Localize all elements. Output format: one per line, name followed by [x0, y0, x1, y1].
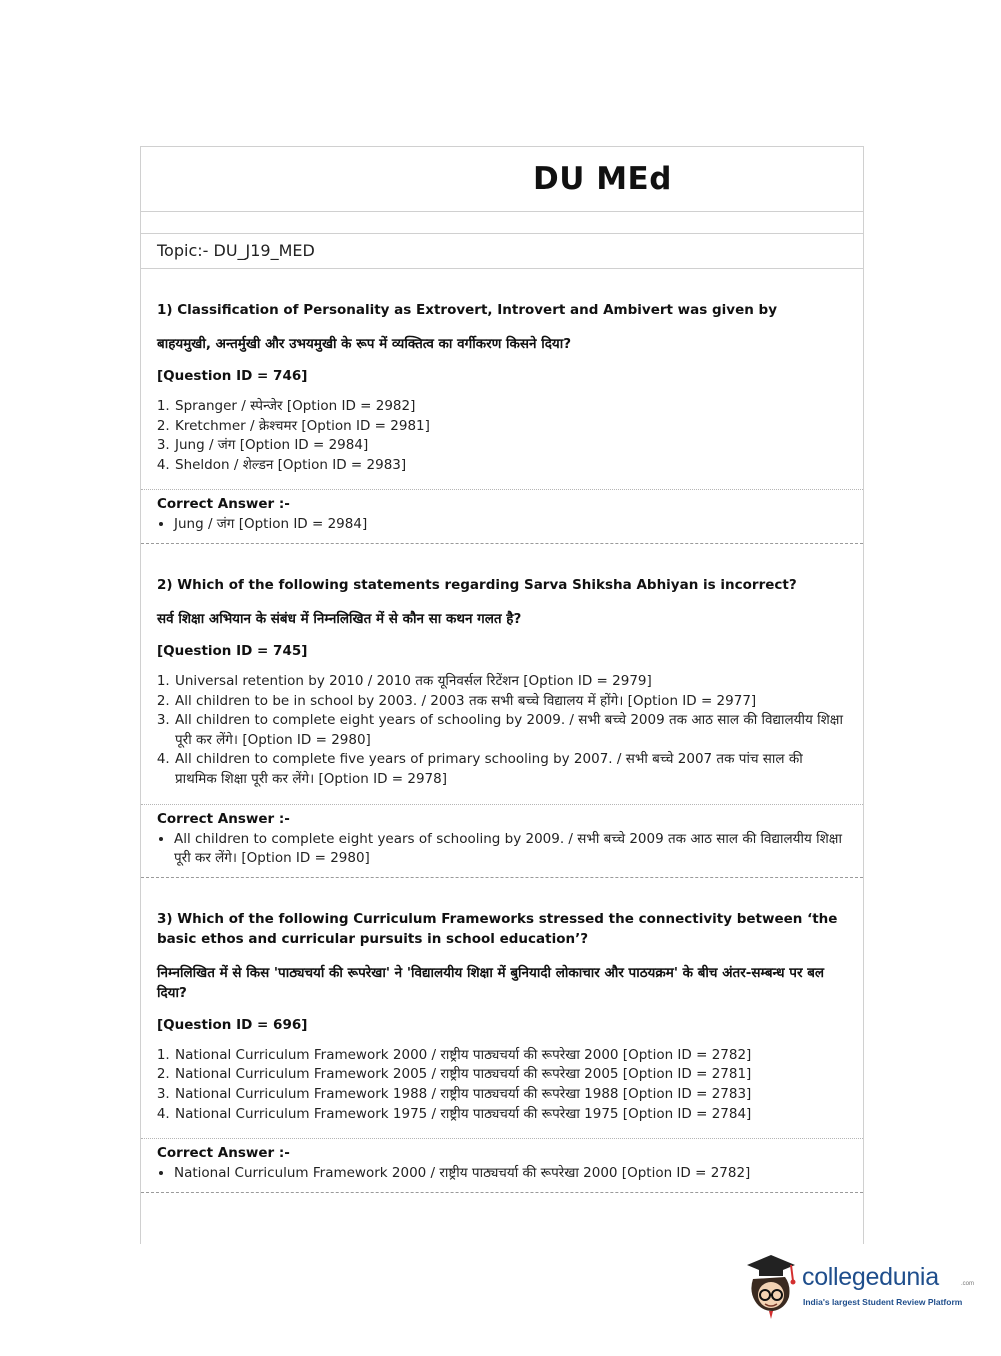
header-spacer [141, 212, 863, 234]
answer-box [141, 1138, 863, 1192]
option-item: 4. All children to complete five years of primary schooling by 2007. / सभी बच्चे 2007 तक पांच साल की प्राथमिक शिक्षा पूरी कर लेंगे। [Option ID = 2978] [174, 750, 847, 789]
option-item: 4. National Curriculum Framework 1975 / राष्ट्रीय पाठ्यचर्या की रूपरेखा 1975 [Option ID = 2784] [174, 1105, 847, 1125]
answer-label: Correct Answer :- [157, 496, 290, 513]
option-item: 2. National Curriculum Framework 2005 / राष्ट्रीय पाठ्यचर्या की रूपरेखा 2005 [Option ID = 2781] [174, 1065, 847, 1085]
question-text: 3) Which of the following Curriculum Frameworks stressed the connectivity between ‘the basic ethos and curricular pursuits in school education’? [157, 910, 838, 947]
option-list [157, 1046, 847, 1124]
question-text: 1) Classification of Personality as Extrovert, Introvert and Ambivert was given by [157, 302, 778, 318]
question-id: [Question ID = 746] [157, 368, 308, 384]
option-item: 1. Universal retention by 2010 / 2010 तक यूनिवर्सल रिटेंशन [Option ID = 2979] [174, 672, 847, 692]
option-list [157, 672, 847, 790]
question-id: [Question ID = 745] [157, 642, 308, 659]
answer-list [157, 515, 847, 535]
answer-box [141, 804, 863, 877]
answer-label: Correct Answer :- [157, 1145, 290, 1162]
question-text: 2) Which of the following statements regarding Sarva Shiksha Abhiyan is incorrect? [157, 576, 797, 593]
option-item: 1. Spranger / स्पेन्जेर [Option ID = 2982] [174, 397, 847, 417]
question-text-hindi: सर्व शिक्षा अभियान के संबंध में निम्नलिखित में से कौन सा कथन गलत है? [157, 610, 522, 627]
question-id: [Question ID = 696] [157, 1016, 308, 1033]
page-title: DU MEd [533, 161, 672, 197]
option-item: 3. National Curriculum Framework 1988 / राष्ट्रीय पाठ्यचर्या की रूपरेखा 1988 [Option ID = 2783] [174, 1085, 847, 1105]
answer-list [157, 830, 847, 869]
question-3 [141, 878, 863, 1124]
answer-label: Correct Answer :- [157, 810, 290, 827]
option-item: 1. National Curriculum Framework 2000 / राष्ट्रीय पाठ्यचर्या की रूपरेखा 2000 [Option ID = 2782] [174, 1046, 847, 1066]
answer-item: • National Curriculum Framework 2000 / राष्ट्रीय पाठ्यचर्या की रूपरेखा 2000 [Option ID = 2782] [174, 1164, 847, 1184]
answer-box [141, 489, 863, 543]
question-separator [141, 1192, 863, 1193]
brand-domain: .com [961, 1281, 975, 1287]
brand-name: collegedunia [802, 1263, 939, 1291]
answer-item: • All children to complete eight years of schooling by 2009. / सभी बच्चे 2009 तक आठ साल की विद्यालयीय शिक्षा पूरी कर लेंगे। [Option ID = 2980] [174, 830, 847, 869]
option-item: 2. Kretchmer / क्रेश्चमर [Option ID = 2981] [174, 417, 847, 437]
option-item: 2. All children to be in school by 2003. / 2003 तक सभी बच्चे विद्यालय में होंगे। [Option ID = 2977] [174, 692, 847, 712]
answer-item: • Jung / जंग [Option ID = 2984] [174, 515, 847, 535]
option-item: 4. Sheldon / शेल्डन [Option ID = 2983] [174, 456, 847, 476]
question-text-hindi: बाहयमुखी, अन्तर्मुखी और उभयमुखी के रूप में व्यक्तित्व का वर्गीकरण किसने दिया? [157, 336, 572, 352]
answer-list [157, 1164, 847, 1184]
option-item: 3. All children to complete eight years of schooling by 2009. / सभी बच्चे 2009 तक आठ साल की विद्यालयीय शिक्षा पूरी कर लेंगे। [Option ID = 2980] [174, 711, 847, 750]
question-text-hindi: निम्नलिखित में से किस 'पाठ्यचर्या की रूपरेखा' ने 'विद्यालयीय शिक्षा में बुनियादी लोकाचार और पाठयक्रम' के बीच अंतर-सम्बन्ध पर बल दिया? [157, 964, 825, 1001]
question-2 [141, 544, 863, 790]
option-list [157, 397, 847, 475]
topic-line: Topic:- DU_J19_MED [141, 234, 863, 269]
question-1 [141, 269, 863, 475]
brand-tagline: India's largest Student Review Platform [803, 1297, 963, 1307]
mascot-icon [741, 1251, 801, 1321]
question-paper [140, 146, 864, 1244]
collegedunia-logo [741, 1251, 975, 1321]
option-item: 3. Jung / जंग [Option ID = 2984] [174, 436, 847, 456]
title-header [141, 146, 863, 212]
